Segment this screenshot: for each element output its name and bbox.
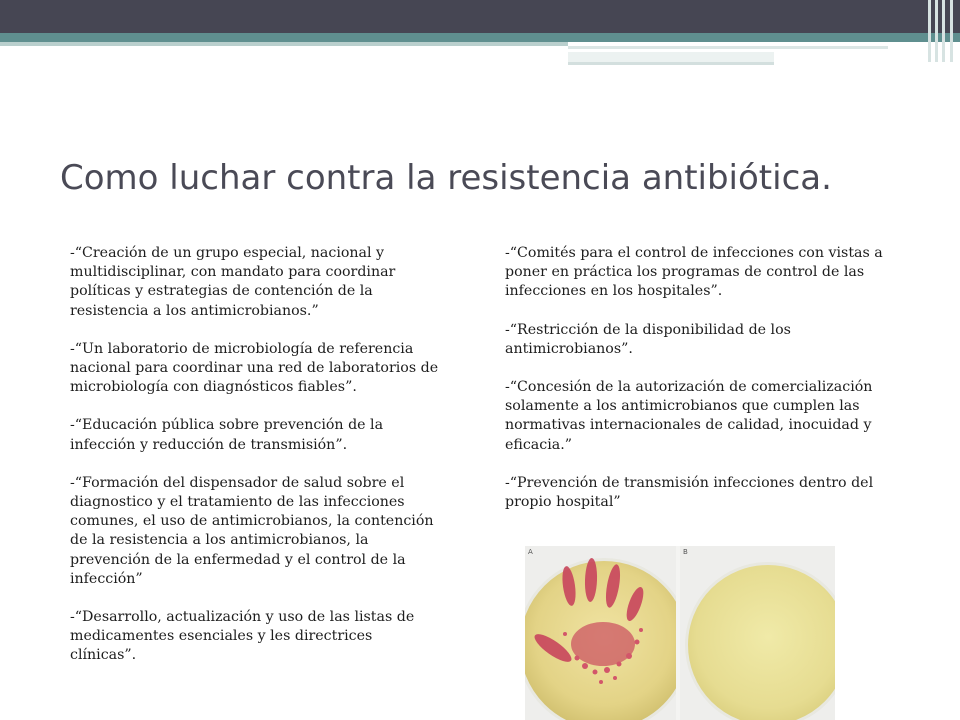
decor-strip <box>568 62 774 65</box>
petri-dish-photo <box>525 546 835 720</box>
panel-label-a: A <box>528 548 533 556</box>
bullet-item: -“Comités para el control de infecciones con vistas a poner en práctica los programas de control de las infecciones en los hospitales”. <box>505 245 883 300</box>
bullet-item: -“Un laboratorio de microbiología de referencia nacional para coordinar una red de laboratorios de microbiología con diagnósticos fiables”. <box>70 340 439 396</box>
dish-b-panel <box>680 546 835 720</box>
bullet-item: -“Restricción de la disponibilidad de los antimicrobianos”. <box>505 321 791 357</box>
petri-dish-clean <box>685 562 835 720</box>
bullet-item: -“Educación pública sobre prevención de la infección y reducción de transmisión”. <box>70 417 384 453</box>
bullet-item: -“Prevención de transmisión infecciones dentro del propio hospital” <box>505 474 874 511</box>
accent-strip <box>0 33 960 42</box>
bullet-item: -“Creación de un grupo especial, nacional y multidisciplinar, con mandato para coordinar políticas y estrategias de contención de la resistencia a los antimicrobianos.” <box>70 245 396 319</box>
slide-title: Como luchar contra la resistencia antibiótica. <box>60 158 832 198</box>
corner-decoration <box>926 0 960 62</box>
panel-label-b: B <box>683 548 688 556</box>
decor-strip <box>0 42 568 46</box>
bullet-item: -“Concesión de la autorización de comercialización solamente a los antimicrobianos que cumplen las normativas internacionales de calidad, inocuidad y eficacia.” <box>505 379 873 453</box>
bullet-item: -“Formación del dispensador de salud sobre el diagnostico y el tratamiento de las infecciones comunes, el uso de antimicrobianos, la contención de la resistencia a los antimicrobianos, la prevención de la enfermedad y el control de la infección” <box>70 474 434 587</box>
dish-a-panel <box>525 546 676 720</box>
bullet-item: -“Desarrollo, actualización y uso de las listas de medicamentes esenciales y les directrices clínicas”. <box>70 609 415 664</box>
top-banner <box>0 0 960 33</box>
left-column <box>70 244 440 685</box>
handprint-colonies <box>525 546 676 720</box>
right-column <box>505 244 885 531</box>
decor-line <box>568 49 888 51</box>
